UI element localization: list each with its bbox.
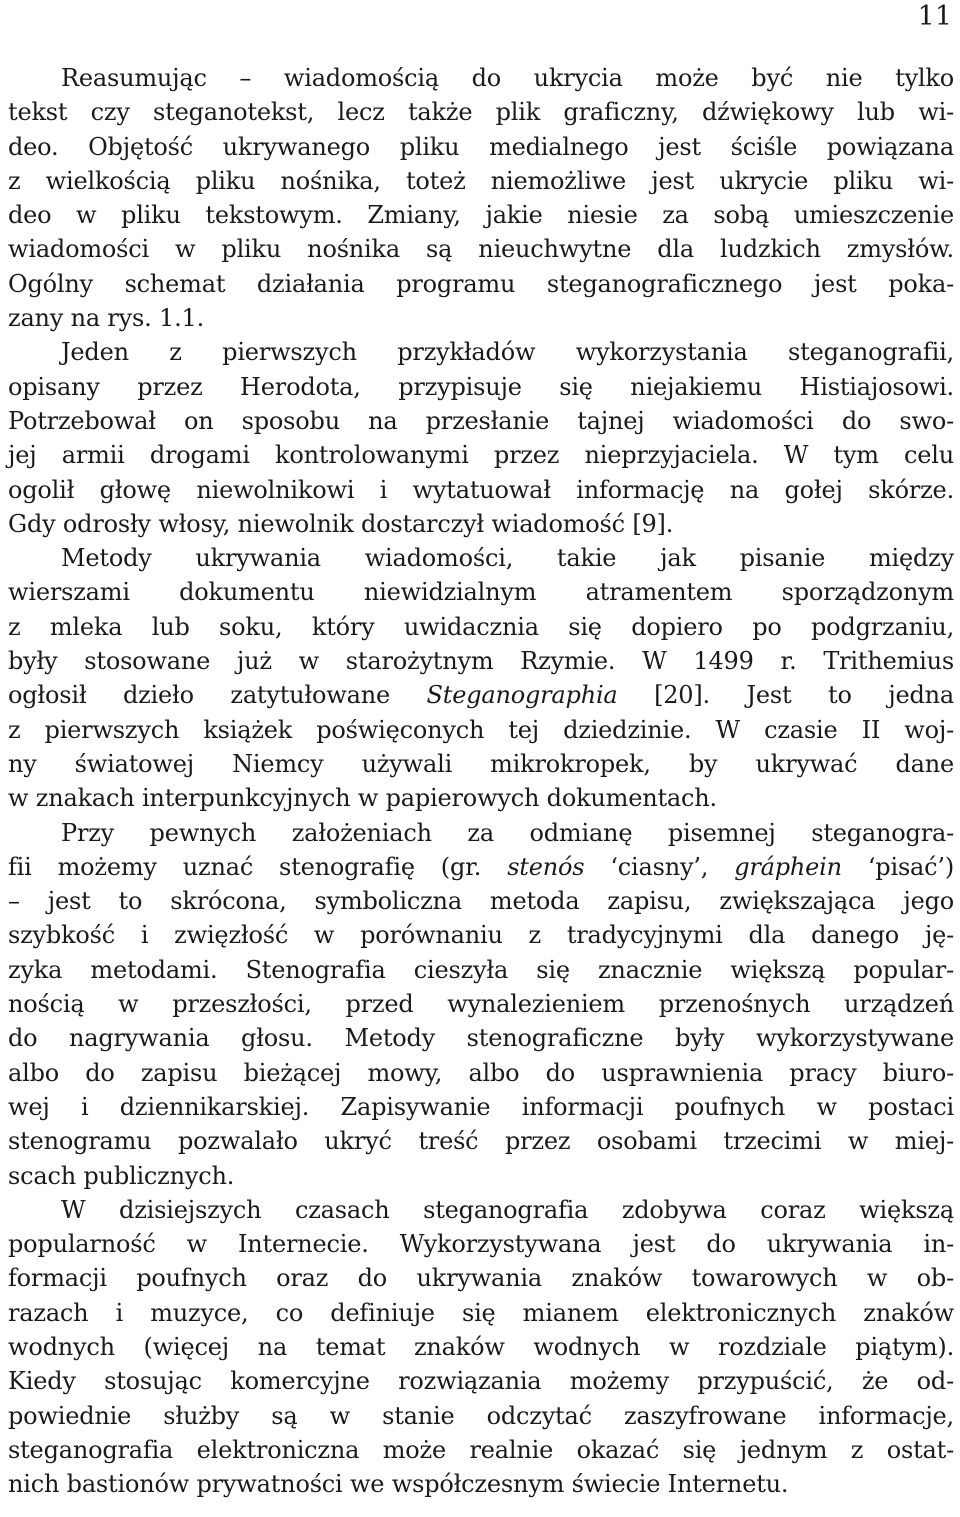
text-segment: były stosowane już w starożytnym Rzymie. W 1499 r. Trithemius bbox=[8, 647, 954, 676]
text-segment: wej i dziennikarskiej. Zapisywanie informacji poufnych w postaci bbox=[8, 1092, 954, 1121]
text-segment: z pierwszych książek poświęconych tej dziedzinie. W czasie II woj- bbox=[8, 715, 954, 744]
body-text bbox=[8, 61, 954, 1501]
text-segment: deo. Objętość ukrywanego pliku medialnego jest ściśle powiązana bbox=[8, 132, 954, 161]
text-line bbox=[8, 1193, 954, 1227]
text-segment: Ogólny schemat działania programu steganograficznego jest poka- bbox=[8, 269, 954, 298]
text-segment: ogolił głowę niewolnikowi i wytatuował informację na gołej skórze. bbox=[8, 475, 954, 504]
text-segment: ogłosił dzieło zatytułowane bbox=[8, 681, 427, 710]
text-line bbox=[8, 747, 954, 781]
text-segment: stenogramu pozwalało ukryć treść przez osobami trzecimi w miej- bbox=[8, 1127, 954, 1156]
text-line bbox=[8, 130, 954, 164]
text-segment: ‘pisać’) bbox=[841, 852, 954, 881]
italic-text: stenós bbox=[507, 852, 585, 881]
text-line bbox=[8, 1021, 954, 1055]
text-line bbox=[8, 507, 954, 541]
text-segment: Potrzebował on sposobu na przesłanie tajnej wiadomości do swo- bbox=[8, 406, 954, 435]
text-line bbox=[8, 335, 954, 369]
text-segment: deo w pliku tekstowym. Zmiany, jakie niesie za sobą umieszczenie bbox=[8, 201, 954, 230]
text-segment: Gdy odrosły włosy, niewolnik dostarczył wiadomość [9]. bbox=[8, 509, 674, 538]
text-line bbox=[8, 198, 954, 232]
text-segment: fii możemy uznać stenografię (gr. bbox=[8, 852, 508, 881]
text-line bbox=[8, 1433, 954, 1467]
text-line bbox=[8, 953, 954, 987]
text-segment: wodnych (więcej na temat znaków wodnych w rozdziale piątym). bbox=[8, 1332, 954, 1361]
page-number: 11 bbox=[917, 1, 952, 32]
text-segment: – jest to skrócona, symboliczna metoda zapisu, zwiększająca jego bbox=[8, 887, 954, 916]
text-line bbox=[8, 232, 954, 266]
paragraph bbox=[8, 816, 954, 1193]
text-line bbox=[8, 473, 954, 507]
text-segment: popularność w Internecie. Wykorzystywana jest do ukrywania in- bbox=[8, 1230, 954, 1259]
text-segment: scach publicznych. bbox=[8, 1161, 235, 1190]
text-segment: Jeden z pierwszych przykładów wykorzystania steganografii, bbox=[61, 338, 954, 367]
text-segment: [20]. Jest to jedna bbox=[617, 681, 954, 710]
text-line bbox=[8, 370, 954, 404]
text-segment: formacji poufnych oraz do ukrywania znaków towarowych w ob- bbox=[8, 1264, 954, 1293]
text-segment: Kiedy stosując komercyjne rozwiązania możemy przypuścić, że od- bbox=[8, 1367, 954, 1396]
text-line bbox=[8, 1159, 954, 1193]
text-line bbox=[8, 404, 954, 438]
text-segment: ny światowej Niemcy używali mikrokropek, by ukrywać dane bbox=[8, 749, 954, 778]
text-line bbox=[8, 1330, 954, 1364]
text-segment: Metody ukrywania wiadomości, takie jak pisanie między bbox=[61, 544, 954, 573]
paragraph bbox=[8, 335, 954, 541]
italic-text: Steganographia bbox=[426, 681, 618, 710]
text-line bbox=[8, 541, 954, 575]
text-segment: w znakach interpunkcyjnych w papierowych dokumentach. bbox=[8, 784, 717, 813]
text-segment: zyka metodami. Stenografia cieszyła się znacznie większą popular- bbox=[8, 955, 954, 984]
text-line bbox=[8, 1056, 954, 1090]
paragraph bbox=[8, 1193, 954, 1502]
text-segment: wierszami dokumentu niewidzialnym atramentem sporządzonym bbox=[8, 578, 954, 607]
paragraph bbox=[8, 61, 954, 335]
text-segment: z wielkością pliku nośnika, toteż niemożliwe jest ukrycie pliku wi- bbox=[8, 166, 954, 195]
text-segment: do nagrywania głosu. Metody stenograficzne były wykorzystywane bbox=[8, 1024, 954, 1053]
text-line bbox=[8, 816, 954, 850]
text-line bbox=[8, 884, 954, 918]
text-line bbox=[8, 1399, 954, 1433]
text-line bbox=[8, 1227, 954, 1261]
text-line bbox=[8, 987, 954, 1021]
text-line bbox=[8, 644, 954, 678]
text-line bbox=[8, 1364, 954, 1398]
text-line bbox=[8, 438, 954, 472]
text-line bbox=[8, 1090, 954, 1124]
text-segment: opisany przez Herodota, przypisuje się niejakiemu Histiajosowi. bbox=[8, 372, 954, 401]
text-line bbox=[8, 678, 954, 712]
text-segment: albo do zapisu bieżącej mowy, albo do usprawnienia pracy biuro- bbox=[8, 1058, 954, 1087]
text-line bbox=[8, 850, 954, 884]
text-line bbox=[8, 1296, 954, 1330]
text-segment: wiadomości w pliku nośnika są nieuchwytne dla ludzkich zmysłów. bbox=[8, 235, 954, 264]
text-segment: steganografia elektroniczna może realnie okazać się jednym z ostat- bbox=[8, 1435, 954, 1464]
text-line bbox=[8, 918, 954, 952]
text-line bbox=[8, 1467, 954, 1501]
text-line bbox=[8, 781, 954, 815]
text-segment: tekst czy steganotekst, lecz także plik graficzny, dźwiękowy lub wi- bbox=[8, 98, 954, 127]
text-segment: Przy pewnych założeniach za odmianę pisemnej steganogra- bbox=[61, 818, 954, 847]
text-line bbox=[8, 301, 954, 335]
text-line bbox=[8, 61, 954, 95]
text-segment: razach i muzyce, co definiuje się mianem elektronicznych znaków bbox=[8, 1298, 954, 1327]
italic-text: gráphein bbox=[734, 852, 842, 881]
text-segment: szybkość i zwięzłość w porównaniu z tradycyjnymi dla danego ję- bbox=[8, 921, 954, 950]
text-segment: jej armii drogami kontrolowanymi przez nieprzyjaciela. W tym celu bbox=[8, 441, 954, 470]
paragraph bbox=[8, 541, 954, 815]
text-line bbox=[8, 95, 954, 129]
text-segment: nich bastionów prywatności we współczesnym świecie Internetu. bbox=[8, 1470, 789, 1499]
text-segment: powiednie służby są w stanie odczytać zaszyfrowane informacje, bbox=[8, 1401, 954, 1430]
text-line bbox=[8, 610, 954, 644]
text-line bbox=[8, 164, 954, 198]
text-line bbox=[8, 267, 954, 301]
text-segment: nością w przeszłości, przed wynalezieniem przenośnych urządzeń bbox=[8, 990, 954, 1019]
text-line bbox=[8, 1124, 954, 1158]
text-segment: zany na rys. 1.1. bbox=[8, 304, 204, 333]
text-segment: W dzisiejszych czasach steganografia zdobywa coraz większą bbox=[61, 1195, 954, 1224]
text-line bbox=[8, 713, 954, 747]
text-segment: Reasumując – wiadomością do ukrycia może być nie tylko bbox=[61, 64, 954, 92]
text-line bbox=[8, 1261, 954, 1295]
text-segment: ‘ciasny’, bbox=[584, 852, 735, 881]
text-line bbox=[8, 575, 954, 609]
text-segment: z mleka lub soku, który uwidacznia się dopiero po podgrzaniu, bbox=[8, 612, 954, 641]
